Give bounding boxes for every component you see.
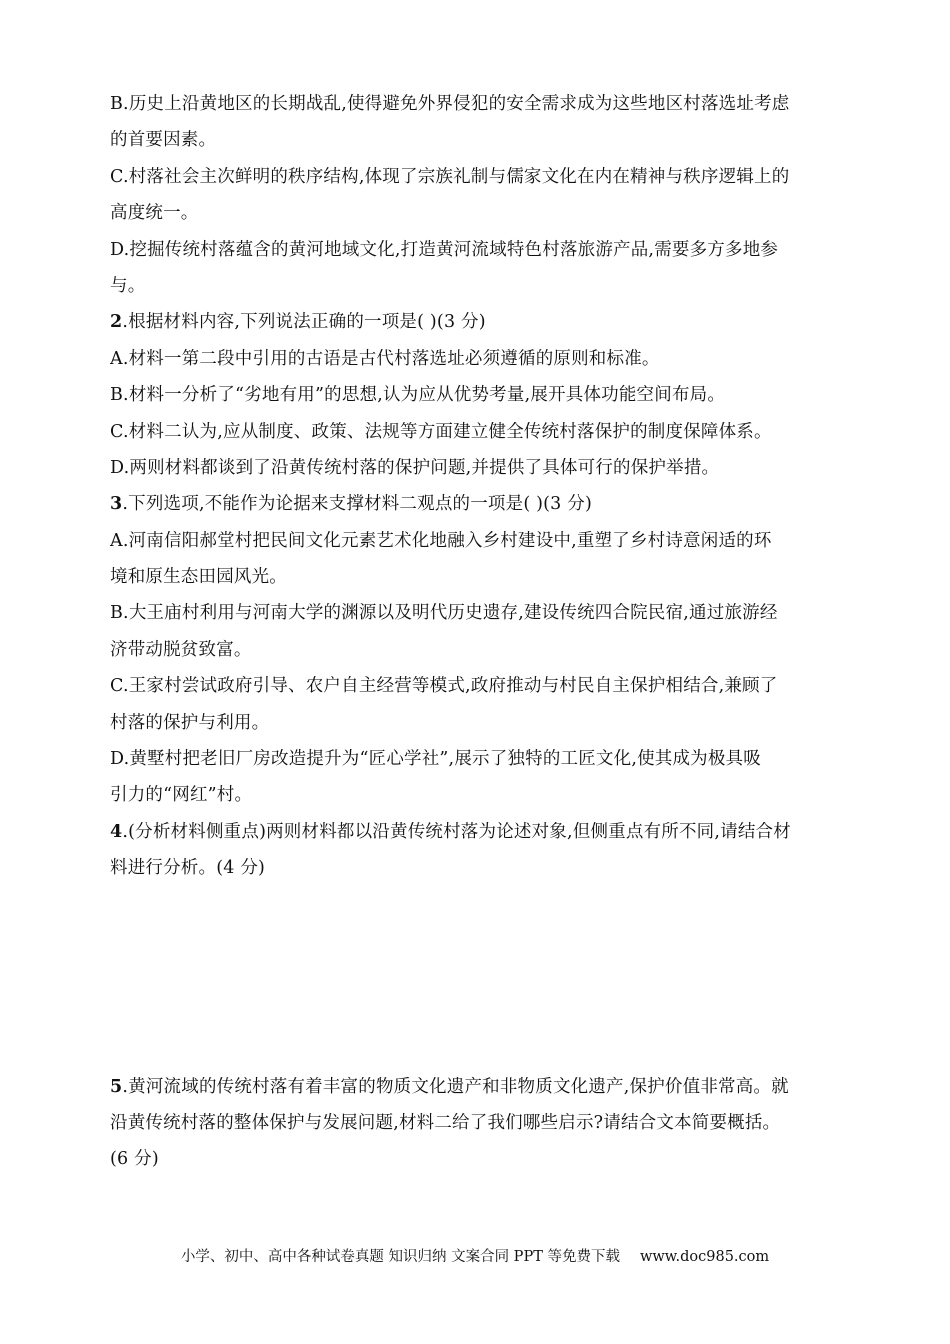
question-2: [110, 304, 842, 486]
q2-stem-text: .根据材料内容,下列说法正确的一项是( )(3 分): [122, 312, 486, 333]
q1-option-d-line-1: D.挖掘传统村落蕴含的黄河地域文化,打造黄河流域特色村落旅游产品,需要多方多地参: [110, 239, 779, 260]
q2-option-d: D.两则材料都谈到了沿黄传统村落的保护问题,并提供了具体可行的保护举措。: [110, 457, 720, 478]
q3-stem: [110, 486, 842, 522]
q1-option-b-line-1: B.历史上沿黄地区的长期战乱,使得避免外界侵犯的安全需求成为这些地区村落选址考虑: [110, 94, 790, 114]
question-1-options: [110, 86, 842, 304]
q3-option-d-line-2: 引力的“网红”村。: [110, 785, 253, 806]
q2-stem: [110, 304, 842, 340]
q4-number: 4: [110, 821, 123, 842]
q3-option-d-line-1: D.黄墅村把老旧厂房改造提升为“匠心学社”,展示了独特的工匠文化,使其成为极具吸: [110, 749, 761, 770]
q3-number: 3: [110, 494, 123, 515]
q5-stem-line-2: 沿黄传统村落的整体保护与发展问题,材料二给了我们哪些启示?请结合文本简要概括。: [110, 1112, 781, 1133]
q4-stem-line-2: 料进行分析。(4 分): [110, 858, 266, 879]
document-body: [110, 86, 842, 1178]
q3-option-a-line-2: 境和原生态田园风光。: [110, 567, 287, 588]
q2-number: 2: [110, 312, 123, 333]
footer-url[interactable]: www.doc985.com: [639, 1249, 770, 1265]
q1-option-c-line-2: 高度统一。: [110, 203, 199, 224]
question-3: [110, 486, 842, 814]
q2-option-b: B.材料一分析了“劣地有用”的思想,认为应从优势考量,展开具体功能空间布局。: [110, 385, 726, 406]
question-4: [110, 814, 842, 1069]
footer-text: 小学、初中、高中各种试卷真题 知识归纳 文案合同 PPT 等免费下载: [180, 1249, 620, 1265]
q3-option-b-line-2: 济带动脱贫致富。: [110, 639, 252, 660]
q2-option-c: C.材料二认为,应从制度、政策、法规等方面建立健全传统村落保护的制度保障体系。: [110, 421, 772, 442]
q5-stem-line-3: (6 分): [110, 1149, 159, 1170]
q4-stem-text: .(分析材料侧重点)两则材料都以沿黄传统村落为论述对象,但侧重点有所不同,请结合材: [122, 821, 791, 842]
q1-option-d-line-2: 与。: [110, 275, 146, 296]
q5-stem-text: .黄河流域的传统村落有着丰富的物质文化遗产和非物质文化遗产,保护价值非常高。就: [122, 1076, 789, 1097]
q5-stem-line-1: [110, 1069, 842, 1105]
q1-option-b-line-2: 的首要因素。: [110, 130, 217, 151]
q5-number: 5: [110, 1076, 123, 1097]
q1-option-c-line-1: C.村落社会主次鲜明的秩序结构,体现了宗族礼制与儒家文化在内在精神与秩序逻辑上的: [110, 166, 790, 187]
q4-answer-space: [110, 887, 842, 1069]
q3-option-b-line-1: B.大王庙村利用与河南大学的渊源以及明代历史遗存,建设传统四合院民宿,通过旅游经: [110, 603, 778, 624]
q2-option-a: A.材料一第二段中引用的古语是古代村落选址必须遵循的原则和标准。: [110, 348, 660, 369]
page-footer: [0, 1245, 950, 1269]
q3-option-c-line-1: C.王家村尝试政府引导、农户自主经营等模式,政府推动与村民自主保护相结合,兼顾了: [110, 676, 778, 697]
q3-option-c-line-2: 村落的保护与利用。: [110, 712, 270, 733]
q3-stem-text: .下列选项,不能作为论据来支撑材料二观点的一项是( )(3 分): [122, 494, 592, 515]
q3-option-a-line-1: A.河南信阳郝堂村把民间文化元素艺术化地融入乡村建设中,重塑了乡村诗意闲适的环: [110, 530, 772, 551]
q4-stem-line-1: [110, 814, 842, 850]
question-5: [110, 1069, 842, 1178]
